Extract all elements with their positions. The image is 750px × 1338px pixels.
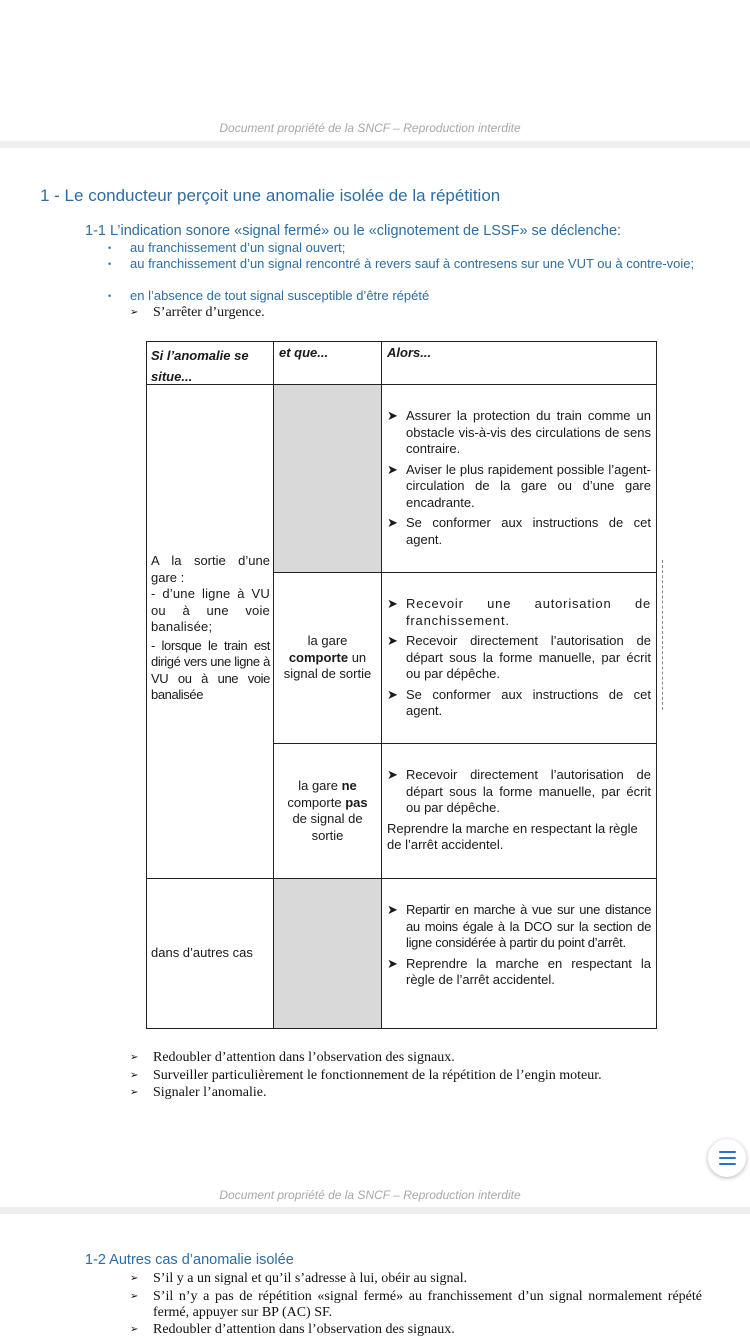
header-col-action: Alors... <box>387 345 432 360</box>
location-cell: dans d’autres cas <box>151 945 253 960</box>
arrow-icon: ➢ <box>130 1087 139 1098</box>
page-separator <box>0 141 750 148</box>
condition-cell: la gare comporte un signal de sortie <box>283 633 372 681</box>
arrow-icon: ➤ <box>387 902 398 917</box>
action-cell: ➤ Assurer la protection du train comme un obstacle vis-à-vis des circulations de sens contraire. ➤ Aviser le plus rapidement possible l’agent-circulation de la gare ou d’une gare encadrante. ➤ Se conformer aux instructions de cet agent. <box>387 408 651 547</box>
header-col-condition: et que... <box>279 345 329 360</box>
empty-cell <box>274 385 381 572</box>
bullet-icon: • <box>108 291 112 301</box>
arrow-icon: ➤ <box>387 408 398 423</box>
bullet-icon: • <box>108 259 112 269</box>
action-cell: ➤ Repartir en marche à vue sur une distance au moins égale à la DCO sur la section de ligne considérée à partir du point d’arrêt. ➤ Reprendre la marche en respectant la règle de l’arrêt accidentel. <box>387 902 651 987</box>
arrow-icon: ➢ <box>130 1273 139 1284</box>
menu-button[interactable] <box>708 1139 746 1177</box>
action-cell: ➤ Recevoir une autorisation de franchissement. ➤ Recevoir directement l’autorisation de départ sous la forme manuelle, par écrit ou par dépêche. ➤ Se conformer aux instructions de cet agent. <box>387 596 651 718</box>
location-cell: A la sortie d’une gare : - d’une ligne à VU ou à une voie banalisée; - lorsque le train est dirigé vers une ligne à VU ou à une voie banalisée <box>151 553 270 702</box>
arrow-icon: ➢ <box>130 1070 139 1081</box>
arrow-icon: ➢ <box>130 1052 139 1063</box>
action-cell: ➤ Recevoir directement l’autorisation de départ sous la forme manuelle, par écrit ou par dépêche. Reprendre la marche en respectant la règle de l’arrêt accidentel. <box>387 767 651 852</box>
arrow-icon: ➤ <box>387 767 398 782</box>
arrow-icon: ➤ <box>387 955 398 971</box>
watermark-bottom: Document propriété de la SNCF – Reproduction interdite <box>219 1188 521 1202</box>
arrow-icon: ➤ <box>387 633 398 648</box>
header-col-location: Si l’anomalie se situe... <box>151 348 249 384</box>
menu-icon <box>719 1151 736 1153</box>
arrow-icon: ➤ <box>387 686 398 702</box>
margin-marker <box>662 560 663 710</box>
arrow-icon: ➤ <box>387 461 398 477</box>
subsection-title: 1-1 L’indication sonore «signal fermé» ou le «clignotement de LSSF» se déclenche: <box>85 223 622 239</box>
arrow-icon: ➤ <box>387 515 398 530</box>
page-separator <box>0 1207 750 1214</box>
section-title: 1 - Le conducteur perçoit une anomalie isolée de la répétition <box>40 186 501 205</box>
arrow-icon: ➢ <box>130 1291 139 1302</box>
arrow-icon: ➢ <box>130 1324 139 1335</box>
subsection-title: 1-2 Autres cas d’anomalie isolée <box>85 1252 294 1268</box>
watermark-top: Document propriété de la SNCF – Reproduction interdite <box>219 121 521 135</box>
arrow-icon: ➤ <box>387 596 399 611</box>
condition-cell: la gare ne comporte pas de signal de sortie <box>287 778 368 843</box>
bullet-icon: • <box>108 243 112 253</box>
empty-cell <box>274 879 381 1028</box>
arrow-icon: ➢ <box>130 307 139 318</box>
